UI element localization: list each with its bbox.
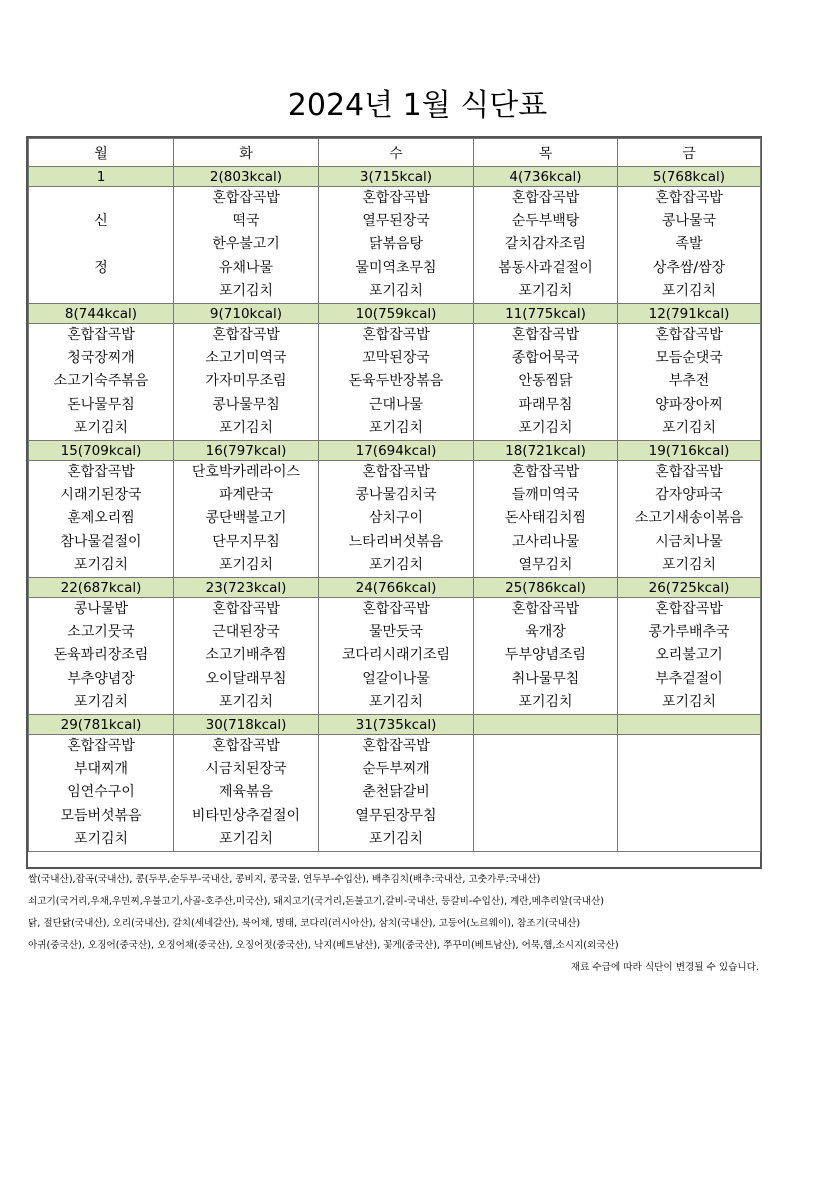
meal-item (618, 828, 760, 851)
meal-item: 혼합잡곡밥 (212, 601, 280, 617)
meal-item: 콩가루배추국 (648, 624, 730, 641)
meals-row (29, 598, 761, 715)
meal-item: 포기김치 (218, 282, 274, 299)
meal-item: 순두부찌개 (362, 761, 430, 778)
date-row (29, 715, 761, 735)
meals-row (29, 324, 761, 441)
day-date-cell: 12(791kcal) (618, 304, 761, 324)
meal-item: 혼합잡곡밥 (362, 327, 430, 343)
origin-note-line: 아귀(중국산), 오징어(중국산), 오징어채(중국산), 오징어젓(중국산), 낙지(베트남산), 꽃게(중국산), 쭈꾸미(베트남산), 어묵,햄,소시지(외국산) (28, 940, 619, 951)
day-meals-cell (29, 461, 174, 578)
meal-item: 부추전 (668, 373, 710, 390)
meal-item: 포기김치 (518, 419, 573, 436)
meal-item: 갈치감자조림 (504, 236, 587, 253)
day-date-cell: 11(775kcal) (474, 304, 618, 324)
origin-note-line: 쌀(국내산),잡곡(국내산), 콩(두부,순두부-국내산, 콩비지, 콩국물, 연두부-수입산), 배추김치(배추:국내산, 고춧가루:국내산) (28, 874, 541, 885)
meal-item: 감자양파국 (655, 487, 723, 504)
meal-item: 혼합잡곡밥 (511, 464, 580, 480)
meal-item: 상추쌈/쌈장 (652, 259, 726, 276)
day-meals-cell (618, 187, 761, 304)
day-date-cell: 15(709kcal) (29, 441, 174, 461)
day-meals-cell (29, 324, 174, 441)
day-date-cell: 16(797kcal) (174, 441, 319, 461)
meal-item: 열무된장무침 (355, 807, 437, 824)
meal-item: 열무김치 (518, 556, 573, 573)
meal-item: 콩단백불고기 (205, 510, 287, 527)
meal-item: 포기김치 (661, 693, 717, 710)
weekday-header: 목 (474, 139, 618, 167)
meal-item: 얼갈이나물 (362, 670, 430, 687)
meal-item: 혼합잡곡밥 (655, 464, 723, 480)
meal-item: 종합어묵국 (511, 350, 580, 367)
day-date-cell: 29(781kcal) (29, 715, 174, 735)
meal-item: 족발 (675, 236, 703, 253)
meal-item: 부추겉절이 (655, 670, 723, 687)
meal-item: 안동찜닭 (518, 373, 573, 390)
meal-item: 순두부백탕 (511, 213, 580, 230)
day-meals-cell (319, 735, 474, 852)
meal-item: 콩나물무침 (212, 396, 280, 413)
holiday-label (29, 187, 173, 210)
meal-item: 콩나물김치국 (355, 487, 437, 504)
holiday-cell (29, 187, 174, 304)
day-date-cell: 8(744kcal) (29, 304, 174, 324)
meal-item: 혼합잡곡밥 (212, 190, 280, 206)
meal-item: 포기김치 (73, 419, 129, 436)
day-date-cell: 1 (29, 167, 174, 187)
meal-item: 소고기새송이볶음 (634, 510, 744, 527)
meal-item (474, 781, 617, 804)
meal-item (618, 758, 760, 781)
meal-item: 들깨미역국 (511, 487, 580, 504)
meal-item: 혼합잡곡밥 (362, 738, 430, 754)
meal-item: 포기김치 (661, 556, 717, 573)
page-title: 2024년 1월 식단표 (287, 88, 548, 123)
day-meals-cell (319, 324, 474, 441)
day-meals-cell (618, 324, 761, 441)
meal-item: 시래기된장국 (60, 487, 142, 504)
date-row (29, 167, 761, 187)
meal-item: 고사리나물 (511, 533, 580, 550)
meal-item: 혼합잡곡밥 (362, 464, 430, 480)
meal-item: 혼합잡곡밥 (362, 601, 430, 617)
meal-item: 혼합잡곡밥 (67, 327, 135, 343)
meal-item: 비타민상추겉절이 (191, 807, 301, 824)
day-meals-cell (474, 598, 618, 715)
day-date-cell: 30(718kcal) (174, 715, 319, 735)
meal-item: 포기김치 (368, 556, 424, 573)
meal-item: 포기김치 (368, 830, 424, 847)
meal-item: 두부양념조림 (504, 647, 587, 664)
day-date-cell: 22(687kcal) (29, 578, 174, 598)
day-date-cell: 4(736kcal) (474, 167, 618, 187)
meal-item: 취나물무침 (511, 670, 580, 687)
meal-item: 혼합잡곡밥 (67, 738, 135, 754)
meals-row (29, 461, 761, 578)
meal-item: 파계란국 (218, 487, 274, 504)
meal-calendar-body (29, 167, 761, 852)
meal-item: 춘천닭갈비 (362, 784, 430, 801)
meal-item: 포기김치 (368, 282, 424, 299)
meal-item: 물만둣국 (368, 624, 424, 641)
day-meals-cell (474, 735, 618, 852)
day-meals-cell (618, 598, 761, 715)
day-date-cell: 18(721kcal) (474, 441, 618, 461)
menu-change-notice: 재료 수급에 따라 식단이 변경될 수 있습니다. (570, 962, 759, 973)
meal-item: 봄동사과겉절이 (498, 259, 593, 276)
meal-item: 제육볶음 (218, 784, 274, 801)
meal-item: 포기김치 (661, 419, 717, 436)
meal-item: 콩나물밥 (73, 601, 129, 617)
meal-item: 돈육꽈리장조림 (53, 647, 149, 664)
day-meals-cell (474, 461, 618, 578)
meal-item: 포기김치 (218, 419, 274, 436)
meal-item: 가자미무조림 (205, 373, 287, 390)
day-meals-cell (618, 735, 761, 852)
meal-item: 혼합잡곡밥 (362, 190, 430, 206)
weekday-header: 수 (319, 139, 474, 167)
day-date-cell: 5(768kcal) (618, 167, 761, 187)
meal-item: 돈사태김치찜 (504, 510, 587, 527)
meal-item: 포기김치 (368, 693, 424, 710)
meal-item: 포기김치 (518, 693, 573, 710)
meal-item: 포기김치 (218, 830, 274, 847)
meal-item: 열무된장국 (362, 213, 430, 230)
meal-item: 임연수구이 (67, 784, 135, 801)
day-date-cell: 10(759kcal) (319, 304, 474, 324)
meal-item: 혼합잡곡밥 (511, 601, 580, 617)
day-meals-cell (319, 461, 474, 578)
meal-item: 근대된장국 (212, 624, 280, 641)
meal-item: 닭볶음탕 (368, 236, 424, 253)
meal-item: 참나물겉절이 (60, 533, 142, 550)
meal-item: 혼합잡곡밥 (212, 738, 280, 754)
day-date-cell (618, 715, 761, 735)
meal-item: 단호박카레라이스 (191, 464, 301, 480)
meal-item: 포기김치 (73, 693, 129, 710)
meal-item (474, 828, 617, 851)
meal-item: 포기김치 (218, 693, 274, 710)
meal-item: 혼합잡곡밥 (511, 190, 580, 206)
weekday-header: 월 (29, 139, 174, 167)
meal-item: 소고기숙주볶음 (53, 373, 149, 390)
day-meals-cell (174, 598, 319, 715)
day-date-cell: 26(725kcal) (618, 578, 761, 598)
meal-item: 포기김치 (661, 282, 717, 299)
weekday-header-row (29, 139, 761, 167)
meal-item: 소고기배추찜 (205, 647, 287, 664)
day-date-cell: 19(716kcal) (618, 441, 761, 461)
meal-item: 청국장찌개 (67, 350, 135, 367)
meal-item: 포기김치 (518, 282, 573, 299)
meal-item: 물미역초무침 (355, 259, 437, 276)
date-row (29, 304, 761, 324)
meal-item: 시금치된장국 (205, 761, 287, 778)
day-date-cell: 3(715kcal) (319, 167, 474, 187)
origin-note-line: 닭, 절단닭(국내산), 오리(국내산), 갈치(세네갈산), 북어채, 명태, 코다리(러시아산), 삼치(국내산), 고등어(노르웨이), 참조기(국내산) (28, 918, 581, 929)
meal-item: 근대나물 (368, 396, 424, 413)
meal-item: 포기김치 (218, 556, 274, 573)
meal-item: 훈제오리찜 (67, 510, 135, 527)
meal-item: 포기김치 (73, 830, 129, 847)
day-date-cell: 2(803kcal) (174, 167, 319, 187)
meal-item: 콩나물국 (661, 213, 717, 230)
day-meals-cell (319, 598, 474, 715)
meal-item: 육개장 (525, 624, 566, 641)
meals-row (29, 735, 761, 852)
day-date-cell: 25(786kcal) (474, 578, 618, 598)
meal-item: 모듬순댓국 (655, 350, 723, 367)
origin-notes (28, 872, 763, 982)
meal-item (474, 805, 617, 828)
holiday-label (29, 233, 173, 256)
day-meals-cell (174, 461, 319, 578)
meal-item: 떡국 (232, 213, 260, 230)
meal-item (618, 805, 760, 828)
day-meals-cell (319, 187, 474, 304)
meal-item: 혼합잡곡밥 (212, 327, 280, 343)
meal-item: 시금치나물 (655, 533, 723, 550)
day-date-cell: 23(723kcal) (174, 578, 319, 598)
meal-item (618, 735, 760, 758)
meal-item (474, 758, 617, 781)
meal-item: 부추양념장 (67, 670, 135, 687)
day-meals-cell (474, 324, 618, 441)
meal-item: 오이달래무침 (205, 670, 287, 687)
weekday-header: 금 (618, 139, 761, 167)
meal-item: 코다리시래기조림 (341, 647, 451, 664)
day-meals-cell (174, 735, 319, 852)
meal-item: 모듬버섯볶음 (60, 807, 142, 824)
date-row (29, 578, 761, 598)
day-meals-cell (618, 461, 761, 578)
meal-item: 오리불고기 (655, 647, 723, 664)
meal-item: 파래무침 (518, 396, 573, 413)
day-date-cell: 31(735kcal) (319, 715, 474, 735)
meal-item: 혼합잡곡밥 (655, 190, 723, 206)
meal-item: 부대찌개 (73, 761, 129, 778)
meal-item: 유채나물 (218, 259, 274, 276)
holiday-label (29, 280, 173, 303)
meal-item: 혼합잡곡밥 (67, 464, 135, 480)
weekday-header: 화 (174, 139, 319, 167)
day-meals-cell (174, 187, 319, 304)
meal-item: 느타리버섯볶음 (348, 533, 444, 550)
day-date-cell: 24(766kcal) (319, 578, 474, 598)
day-date-cell (474, 715, 618, 735)
meal-item: 혼합잡곡밥 (511, 327, 580, 343)
meal-item: 한우불고기 (212, 236, 280, 253)
meal-calendar-table (28, 138, 761, 852)
meal-item: 소고기뭇국 (67, 624, 135, 641)
meal-item: 혼합잡곡밥 (655, 327, 723, 343)
meal-item: 양파장아찌 (655, 396, 723, 413)
day-meals-cell (29, 598, 174, 715)
meal-item: 혼합잡곡밥 (655, 601, 723, 617)
origin-note-line: 쇠고기(국거리,우채,우민찌,우불고기,사골-호주산,미국산), 돼지고기(국거리,돈불고기,갈비-국내산, 등갈비-수입산), 계란,메추리알(국내산) (28, 896, 604, 907)
day-meals-cell (29, 735, 174, 852)
meals-row (29, 187, 761, 304)
date-row (29, 441, 761, 461)
meal-item: 단무지무침 (212, 533, 280, 550)
meal-item: 삼치구이 (368, 510, 424, 527)
day-meals-cell (474, 187, 618, 304)
meal-item (618, 781, 760, 804)
meal-item: 소고기미역국 (205, 350, 287, 367)
meal-item: 포기김치 (73, 556, 129, 573)
holiday-label: 정 (94, 259, 108, 276)
meal-item: 돈육두반장볶음 (348, 373, 444, 390)
meal-item (474, 735, 617, 758)
meal-item: 포기김치 (368, 419, 424, 436)
meal-item: 꼬막된장국 (362, 350, 430, 367)
holiday-label: 신 (94, 213, 108, 230)
meal-item: 돈나물무침 (67, 396, 135, 413)
day-date-cell: 9(710kcal) (174, 304, 319, 324)
day-meals-cell (174, 324, 319, 441)
day-date-cell: 17(694kcal) (319, 441, 474, 461)
